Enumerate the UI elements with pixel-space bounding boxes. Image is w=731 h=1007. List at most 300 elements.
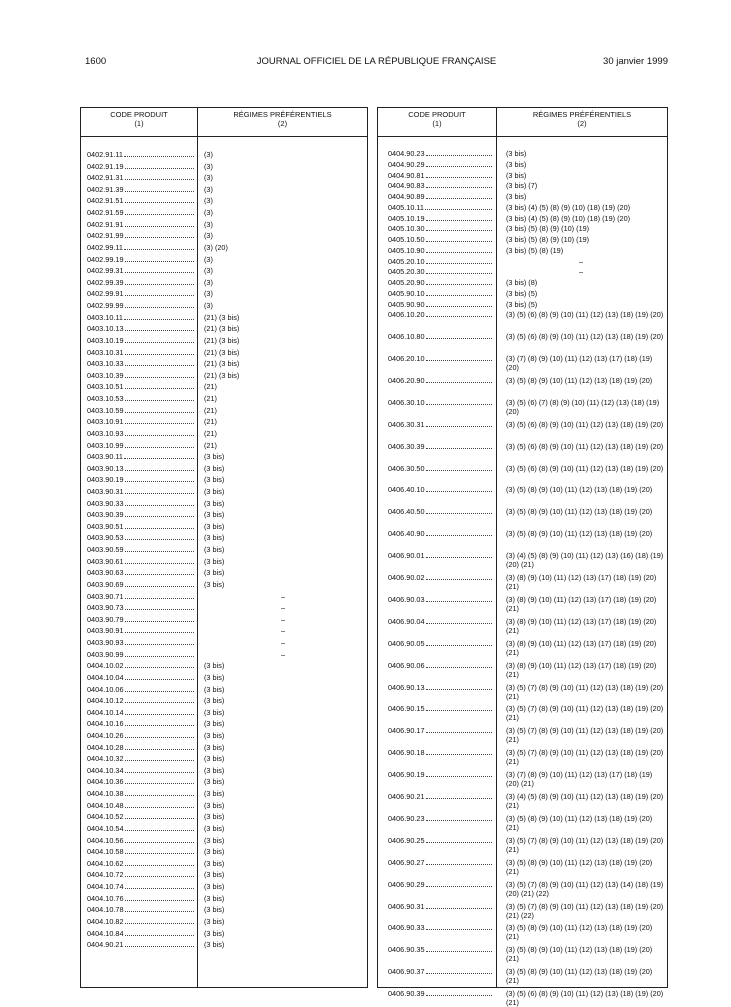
leader-dots bbox=[125, 400, 194, 401]
product-code-cell bbox=[87, 196, 195, 205]
leader-dots bbox=[125, 516, 194, 517]
product-code-cell bbox=[388, 235, 493, 244]
leader-dots bbox=[125, 598, 194, 599]
column-divider bbox=[496, 108, 497, 987]
product-code-cell bbox=[87, 452, 195, 461]
regime-cell: (3) bbox=[204, 161, 213, 171]
leader-dots bbox=[426, 263, 492, 264]
product-code-cell bbox=[87, 905, 195, 914]
product-code-cell bbox=[388, 902, 493, 911]
product-code-cell bbox=[388, 880, 493, 889]
product-code: 0406.30.10 bbox=[388, 397, 425, 407]
leader-dots bbox=[125, 563, 194, 564]
leader-dots bbox=[125, 632, 194, 633]
product-code: 0405.10.50 bbox=[388, 235, 425, 244]
product-code: 0404.10.38 bbox=[87, 789, 124, 799]
product-code: 0406.90.35 bbox=[388, 945, 425, 955]
regime-cell: (3) bbox=[204, 208, 213, 218]
regime-cell: (3) (5) (6) (8) (9) (10) (11) (12) (13) (18) (19) (20) (21) bbox=[506, 989, 664, 1007]
regime-cell: (3) bbox=[204, 301, 213, 311]
regime-cell: (3) (5) (7) (8) (9) (10) (11) (12) (13) (18) (19) (20) (21) bbox=[506, 726, 664, 745]
regime-cell: (3) (5) (8) (9) (10) (11) (12) (13) (18) (19) (20) (21) bbox=[506, 813, 653, 832]
leader-dots bbox=[125, 691, 194, 692]
product-code-cell bbox=[87, 278, 195, 287]
header-divider bbox=[81, 136, 367, 137]
product-code: 0404.10.06 bbox=[87, 684, 124, 694]
regime-cell: (3) (5) (7) (8) (9) (10) (11) (12) (13) (18) (19) (20) (21) (22) bbox=[506, 901, 664, 920]
product-code: 0402.91.39 bbox=[87, 184, 124, 194]
regime-cell: (3) (5) (6) (8) (9) (10) (11) (12) (13) (18) (19) (20) bbox=[506, 332, 664, 342]
leader-dots bbox=[426, 241, 492, 242]
product-code-cell bbox=[388, 289, 493, 298]
product-code: 0404.10.56 bbox=[87, 835, 124, 845]
product-code-cell bbox=[87, 173, 195, 182]
regime-cell: (3) bbox=[204, 266, 213, 276]
leader-dots bbox=[426, 973, 492, 974]
regime-cell: (3 bis) bbox=[204, 812, 225, 822]
regime-cell: (3 bis) bbox=[506, 192, 527, 201]
leader-dots bbox=[124, 458, 194, 459]
product-code: 0404.10.16 bbox=[87, 719, 124, 729]
regime-cell: (3 bis) (5) (8) (19) bbox=[506, 245, 564, 255]
regime-cell: (3 bis) bbox=[204, 661, 225, 671]
leader-dots bbox=[426, 535, 492, 536]
leader-dots bbox=[125, 772, 194, 773]
product-code-cell bbox=[388, 310, 493, 319]
regime-cell: (3 bis) (5) bbox=[506, 299, 538, 309]
leader-dots bbox=[125, 481, 194, 482]
product-code-cell bbox=[388, 464, 493, 473]
leader-dots bbox=[426, 491, 492, 492]
product-code-cell bbox=[388, 149, 493, 158]
product-code: 0404.10.76 bbox=[87, 893, 124, 903]
product-code-cell bbox=[388, 683, 493, 692]
regime-cell: (21) bbox=[204, 394, 217, 404]
leader-dots bbox=[426, 252, 492, 253]
regime-cell: (3) (5) (6) (8) (9) (10) (11) (12) (13) (18) (19) (20) bbox=[506, 419, 664, 429]
regime-cell: (3) (5) (7) (8) (9) (10) (11) (12) (13) (14) (18) (19) (20) (21) (22) bbox=[506, 879, 664, 898]
product-code-cell bbox=[87, 626, 195, 635]
product-code: 0405.10.90 bbox=[388, 245, 425, 255]
product-code-cell bbox=[87, 824, 195, 833]
product-code: 0406.90.21 bbox=[388, 792, 425, 802]
product-code: 0406.90.27 bbox=[388, 857, 425, 867]
leader-dots bbox=[426, 557, 492, 558]
product-code-cell bbox=[388, 617, 493, 626]
regime-cell: (21) bbox=[204, 417, 217, 427]
product-code-cell bbox=[87, 603, 195, 612]
leader-dots bbox=[125, 435, 194, 436]
leader-dots bbox=[125, 528, 194, 529]
leader-dots bbox=[426, 645, 492, 646]
product-code-cell bbox=[87, 359, 195, 368]
leader-dots bbox=[125, 783, 194, 784]
product-code: 0403.10.11 bbox=[87, 312, 123, 322]
regime-cell: (21) (3 bis) bbox=[204, 324, 240, 334]
regime-cell: (3 bis) bbox=[204, 928, 225, 938]
regime-cell: (21) (3 bis) bbox=[204, 347, 240, 357]
regime-cell: (3) (5) (8) (9) (10) (11) (12) (13) (18) (19) (20) bbox=[506, 507, 653, 517]
leader-dots bbox=[125, 946, 194, 947]
product-code: 0403.10.53 bbox=[87, 394, 124, 404]
product-code-cell bbox=[87, 150, 195, 159]
regime-cell: (3 bis) bbox=[204, 940, 225, 950]
product-code: 0402.91.51 bbox=[87, 196, 124, 206]
regime-cell: (3) (8) (9) (10) (11) (12) (13) (17) (18) (19) (20) (21) bbox=[506, 616, 657, 635]
product-code-cell bbox=[87, 929, 195, 938]
leader-dots bbox=[426, 295, 492, 296]
col-header-code-num: (1) bbox=[432, 118, 442, 128]
leader-dots bbox=[426, 316, 492, 317]
product-code: 0402.91.91 bbox=[87, 219, 124, 229]
product-code-cell bbox=[388, 376, 493, 385]
leader-dots bbox=[426, 579, 492, 580]
product-code-cell bbox=[87, 266, 195, 275]
leader-dots bbox=[125, 725, 194, 726]
product-code: 0406.10.20 bbox=[388, 310, 425, 320]
regime-cell: (3 bis) bbox=[204, 475, 225, 485]
leader-dots bbox=[125, 818, 194, 819]
leader-dots bbox=[125, 307, 194, 308]
regime-cell: (3) (4) (5) (8) (9) (10) (11) (12) (13) (16) (18) (19) (20) (21) bbox=[506, 551, 664, 570]
leader-dots bbox=[426, 601, 492, 602]
leader-dots bbox=[125, 354, 194, 355]
leader-dots bbox=[426, 951, 492, 952]
regime-cell: (3 bis) bbox=[204, 882, 225, 892]
product-code: 0406.90.13 bbox=[388, 682, 425, 692]
leader-dots bbox=[125, 261, 194, 262]
product-code: 0406.40.50 bbox=[388, 507, 425, 517]
product-code-cell bbox=[388, 278, 493, 287]
product-code-cell bbox=[388, 923, 493, 932]
product-code: 0404.10.84 bbox=[87, 928, 124, 938]
regime-cell: (3) (5) (8) (9) (10) (11) (12) (13) (18) (19) (20) (21) bbox=[506, 967, 653, 986]
product-code-cell bbox=[388, 945, 493, 954]
product-code: 0403.10.19 bbox=[87, 335, 124, 345]
product-code: 0404.10.34 bbox=[87, 765, 124, 775]
product-code: 0402.91.31 bbox=[87, 173, 124, 183]
leader-dots bbox=[125, 168, 194, 169]
regime-cell: (3 bis) bbox=[204, 463, 225, 473]
regime-cell: (3 bis) bbox=[204, 684, 225, 694]
leader-dots bbox=[124, 319, 194, 320]
product-code: 0404.10.12 bbox=[87, 696, 124, 706]
product-code-cell bbox=[87, 499, 195, 508]
leader-dots bbox=[125, 423, 194, 424]
product-code-cell bbox=[87, 533, 195, 542]
product-code: 0406.40.90 bbox=[388, 529, 425, 539]
leader-dots bbox=[426, 230, 492, 231]
leader-dots bbox=[426, 710, 492, 711]
regime-cell: (3) (8) (9) (10) (11) (12) (13) (17) (18) (19) (20) (21) bbox=[506, 638, 657, 657]
regime-cell: (3 bis) bbox=[204, 893, 225, 903]
product-code: 0402.99.91 bbox=[87, 289, 124, 299]
leader-dots bbox=[125, 226, 194, 227]
leader-dots bbox=[426, 886, 492, 887]
product-code-cell bbox=[87, 696, 195, 705]
regime-cell: (3) bbox=[204, 231, 213, 241]
product-code: 0403.10.13 bbox=[87, 324, 124, 334]
product-code-cell bbox=[87, 255, 195, 264]
regime-cell: (3 bis) (7) bbox=[506, 181, 538, 191]
regime-cell: (3 bis) (5) bbox=[506, 288, 538, 298]
leader-dots bbox=[426, 667, 492, 668]
product-code-cell bbox=[87, 510, 195, 519]
regime-cell: (3 bis) bbox=[204, 731, 225, 740]
product-code-cell bbox=[87, 917, 195, 926]
product-code-cell bbox=[388, 551, 493, 560]
product-code: 0405.20.90 bbox=[388, 278, 425, 287]
product-code: 0402.99.39 bbox=[87, 277, 124, 287]
regime-cell: (3 bis) bbox=[204, 777, 225, 787]
regime-cell: (3 bis) bbox=[204, 823, 225, 833]
leader-dots bbox=[125, 795, 194, 796]
product-code-cell bbox=[87, 801, 195, 810]
regime-cell: (21) bbox=[204, 405, 217, 415]
leader-dots bbox=[125, 656, 194, 657]
leader-dots bbox=[125, 714, 194, 715]
regime-cell: (3) (5) (8) (9) (10) (11) (12) (13) (18) (19) (20) bbox=[506, 375, 653, 385]
product-code-cell bbox=[87, 882, 195, 891]
product-code: 0404.10.26 bbox=[87, 731, 124, 740]
product-code: 0406.40.10 bbox=[388, 485, 425, 495]
leader-dots bbox=[125, 760, 194, 761]
regime-cell: (3 bis) bbox=[204, 498, 225, 508]
product-code: 0402.91.19 bbox=[87, 161, 124, 171]
product-code: 0406.90.29 bbox=[388, 879, 425, 889]
regime-cell: (3 bis) bbox=[506, 149, 527, 158]
product-code: 0403.10.33 bbox=[87, 359, 124, 369]
leader-dots bbox=[426, 198, 492, 199]
col-header-regimes bbox=[497, 111, 667, 128]
leader-dots bbox=[125, 447, 194, 448]
product-code-cell bbox=[87, 406, 195, 415]
leader-dots bbox=[125, 667, 194, 668]
product-code: 0406.30.39 bbox=[388, 441, 425, 451]
leader-dots bbox=[125, 202, 194, 203]
regime-cell: (21) (3 bis) bbox=[204, 312, 240, 322]
product-code-cell bbox=[87, 580, 195, 589]
col-header-code-title: CODE PRODUIT bbox=[110, 110, 168, 119]
regime-cell: (3) (20) bbox=[204, 242, 228, 252]
regime-cell: (3) bbox=[204, 219, 213, 229]
leader-dots bbox=[426, 166, 492, 167]
col-header-regimes bbox=[198, 111, 367, 128]
product-code: 0402.91.59 bbox=[87, 208, 124, 218]
product-code-cell bbox=[87, 661, 195, 670]
leader-dots bbox=[125, 574, 194, 575]
product-code-cell bbox=[87, 162, 195, 171]
product-code: 0406.90.18 bbox=[388, 748, 425, 758]
regime-cell: (3 bis) bbox=[204, 545, 225, 555]
product-code-cell bbox=[87, 789, 195, 798]
leader-dots bbox=[125, 807, 194, 808]
product-code: 0403.90.79 bbox=[87, 614, 124, 624]
regime-cell: (3 bis) bbox=[506, 159, 527, 169]
product-code-cell bbox=[388, 836, 493, 845]
leader-dots bbox=[125, 470, 194, 471]
product-code: 0403.90.71 bbox=[87, 591, 124, 601]
product-code: 0403.90.39 bbox=[87, 510, 124, 520]
leader-dots bbox=[125, 935, 194, 936]
regime-cell: (3 bis) bbox=[204, 672, 225, 682]
header-divider bbox=[378, 136, 667, 137]
regime-cell: – bbox=[281, 591, 286, 601]
leader-dots bbox=[125, 191, 194, 192]
product-code-cell bbox=[87, 185, 195, 194]
product-code: 0406.30.50 bbox=[388, 463, 425, 473]
leader-dots bbox=[426, 338, 492, 339]
product-code: 0404.10.28 bbox=[87, 742, 124, 752]
leader-dots bbox=[125, 644, 194, 645]
regime-cell: (3 bis) bbox=[204, 696, 225, 706]
leader-dots bbox=[125, 365, 194, 366]
product-code: 0406.90.23 bbox=[388, 813, 425, 823]
product-code-cell bbox=[87, 568, 195, 577]
product-code-cell bbox=[87, 313, 195, 322]
leader-dots bbox=[125, 388, 194, 389]
product-code: 0404.90.23 bbox=[388, 149, 425, 158]
product-code: 0406.20.10 bbox=[388, 354, 425, 364]
regime-cell: (21) bbox=[204, 428, 217, 438]
product-code-cell bbox=[87, 464, 195, 473]
product-code: 0404.10.32 bbox=[87, 754, 124, 764]
leader-dots bbox=[125, 853, 194, 854]
product-code: 0403.10.31 bbox=[87, 347, 124, 357]
leader-dots bbox=[124, 249, 194, 250]
product-code-cell bbox=[388, 639, 493, 648]
leader-dots bbox=[426, 187, 492, 188]
product-code: 0403.90.11 bbox=[87, 452, 123, 462]
leader-dots bbox=[125, 830, 194, 831]
product-code-cell bbox=[388, 967, 493, 976]
product-code-cell bbox=[388, 267, 493, 276]
product-code: 0406.90.04 bbox=[388, 616, 425, 626]
leader-dots bbox=[125, 551, 194, 552]
regime-cell: (3) bbox=[204, 196, 213, 206]
product-code-cell bbox=[87, 557, 195, 566]
product-code: 0404.90.89 bbox=[388, 192, 425, 201]
leader-dots bbox=[125, 876, 194, 877]
product-code-cell bbox=[388, 354, 493, 363]
product-code: 0406.90.39 bbox=[388, 989, 425, 999]
product-code: 0403.10.91 bbox=[87, 417, 124, 427]
leader-dots bbox=[426, 360, 492, 361]
product-code-cell bbox=[87, 754, 195, 763]
leader-dots bbox=[125, 842, 194, 843]
product-code: 0403.90.33 bbox=[87, 498, 124, 508]
leader-dots bbox=[125, 900, 194, 901]
product-code-cell bbox=[388, 770, 493, 779]
product-code-cell bbox=[87, 441, 195, 450]
leader-dots bbox=[426, 404, 492, 405]
product-code-cell bbox=[388, 332, 493, 341]
product-code-cell bbox=[87, 731, 195, 740]
product-code-cell bbox=[87, 348, 195, 357]
leader-dots bbox=[426, 284, 492, 285]
product-code: 0404.10.72 bbox=[87, 870, 124, 880]
regime-cell: (3 bis) bbox=[204, 579, 225, 589]
regime-cell: (3 bis) bbox=[204, 452, 225, 462]
product-code: 0406.90.31 bbox=[388, 901, 425, 911]
product-code: 0406.90.06 bbox=[388, 660, 425, 670]
product-code-cell bbox=[87, 847, 195, 856]
product-code: 0403.90.99 bbox=[87, 649, 124, 659]
product-code-cell bbox=[87, 650, 195, 659]
regime-cell: (3) (5) (8) (9) (10) (11) (12) (13) (18) (19) (20) (21) bbox=[506, 923, 653, 942]
product-code-cell bbox=[388, 300, 493, 309]
leader-dots bbox=[426, 864, 492, 865]
col-header-regimes-title: RÉGIMES PRÉFÉRENTIELS bbox=[233, 110, 332, 119]
regime-cell: (21) bbox=[204, 440, 217, 450]
product-code-cell bbox=[87, 522, 195, 531]
product-code: 0406.90.01 bbox=[388, 551, 425, 561]
regime-cell: – bbox=[281, 626, 286, 636]
regime-cell: (3) (4) (5) (8) (9) (10) (11) (12) (13) (18) (19) (20) (21) bbox=[506, 792, 664, 811]
product-code-cell bbox=[388, 246, 493, 255]
leader-dots bbox=[125, 493, 194, 494]
product-code: 0404.90.83 bbox=[388, 181, 425, 191]
product-code-cell bbox=[388, 814, 493, 823]
product-code: 0405.10.30 bbox=[388, 224, 425, 234]
regime-cell: (21) (3 bis) bbox=[204, 335, 240, 345]
product-code-cell bbox=[87, 289, 195, 298]
col-header-regimes-num: (2) bbox=[577, 118, 587, 128]
regime-cell: (3) (5) (6) (7) (8) (9) (10) (11) (12) (13) (18) (19) (20) bbox=[506, 397, 660, 416]
regime-cell: (3 bis) bbox=[204, 800, 225, 810]
leader-dots bbox=[426, 448, 492, 449]
col-header-regimes-title: RÉGIMES PRÉFÉRENTIELS bbox=[532, 110, 632, 119]
product-code-cell bbox=[87, 685, 195, 694]
leader-dots bbox=[125, 737, 194, 738]
product-code-cell bbox=[87, 859, 195, 868]
product-code: 0404.90.29 bbox=[388, 159, 425, 169]
regime-cell: (3 bis) bbox=[204, 707, 225, 717]
product-code-cell bbox=[87, 777, 195, 786]
regime-cell: (3) bbox=[204, 254, 213, 264]
product-code-cell bbox=[87, 487, 195, 496]
product-code: 0403.10.93 bbox=[87, 428, 124, 438]
product-code-cell bbox=[388, 989, 493, 998]
regime-cell: (3) (5) (7) (8) (9) (10) (11) (12) (13) (18) (19) (20) (21) bbox=[506, 704, 664, 723]
product-code: 0404.10.36 bbox=[87, 777, 124, 787]
product-code: 0404.10.04 bbox=[87, 672, 124, 682]
product-code-cell bbox=[87, 417, 195, 426]
regime-cell: (3 bis) bbox=[204, 533, 225, 543]
regime-cell: (3 bis) bbox=[204, 568, 225, 578]
leader-dots bbox=[426, 929, 492, 930]
regime-cell: (3) (5) (8) (9) (10) (11) (12) (13) (18) (19) (20) bbox=[506, 529, 653, 539]
product-code: 0403.90.31 bbox=[87, 486, 124, 496]
product-code: 0404.10.54 bbox=[87, 823, 124, 833]
column-divider bbox=[197, 108, 198, 987]
leader-dots bbox=[426, 513, 492, 514]
product-code-cell bbox=[388, 192, 493, 201]
leader-dots bbox=[426, 820, 492, 821]
leader-dots bbox=[426, 776, 492, 777]
product-code-cell bbox=[87, 231, 195, 240]
product-code: 0402.99.19 bbox=[87, 254, 124, 264]
product-code: 0405.10.19 bbox=[388, 213, 425, 223]
product-code-cell bbox=[87, 394, 195, 403]
product-code: 0404.10.58 bbox=[87, 847, 124, 857]
col-header-regimes-num: (2) bbox=[277, 118, 288, 128]
leader-dots bbox=[125, 923, 194, 924]
product-code-cell bbox=[87, 208, 195, 217]
product-code: 0403.90.91 bbox=[87, 626, 124, 636]
product-code-cell bbox=[87, 324, 195, 333]
regime-cell: (3) (5) (7) (8) (9) (10) (11) (12) (13) (18) (19) (20) (21) bbox=[506, 682, 664, 701]
